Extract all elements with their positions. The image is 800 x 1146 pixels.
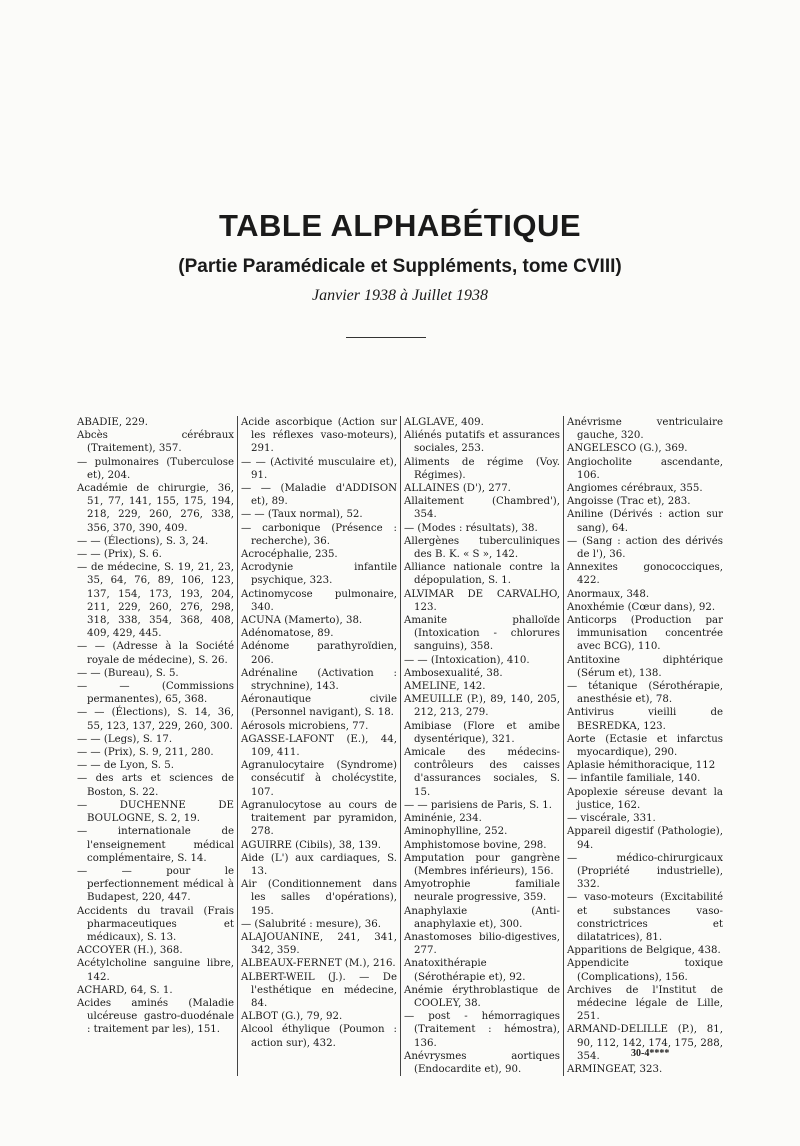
index-entry: Aorte (Ectasie et infarctus myocardique), 290. bbox=[567, 733, 723, 759]
page-subtitle: (Partie Paramédicale et Suppléments, tome CVIII) bbox=[178, 256, 622, 277]
index-entry: — — parisiens de Paris, S. 1. bbox=[404, 799, 553, 811]
index-entry: Abcès cérébraux (Traitement), 357. bbox=[77, 430, 234, 455]
index-entry: Archives de l'Institut de médecine légale de Lille, 251. bbox=[567, 984, 723, 1023]
index-entry: ABADIE, 229. bbox=[77, 417, 148, 428]
index-entry: — médico-chirurgicaux (Propriété industrielle), 332. bbox=[567, 852, 723, 891]
index-entry: Agranulocytose au cours de traitement par pyramidon, 278. bbox=[241, 799, 397, 838]
index-entry: Angiocholite ascendante, 106. bbox=[567, 456, 723, 481]
index-entry: Alliance nationale contre la dépopulation, S. 1. bbox=[404, 562, 560, 587]
index-entry: Ambosexualité, 38. bbox=[404, 667, 503, 679]
index-entry: — — de Lyon, S. 5. bbox=[77, 760, 174, 772]
index-entry: Amibiase (Flore et amibe dysentérique), 321. bbox=[404, 720, 560, 745]
index-entry: — viscérale, 331. bbox=[567, 813, 656, 825]
index-entry: Aminénie, 234. bbox=[404, 813, 482, 825]
index-entry: ACCOYER (H.), 368. bbox=[77, 945, 183, 957]
index-entry: Aniline (Dérivés : action sur sang), 64. bbox=[567, 509, 723, 534]
index-entry: Apparitions de Belgique, 438. bbox=[567, 945, 721, 957]
index-entry: — vaso-moteurs (Excitabilité et substances vaso-constrictrices et dilatatrices), 81. bbox=[567, 892, 723, 943]
index-entry: Angiomes cérébraux, 355. bbox=[567, 483, 703, 495]
index-entry: Annexites gonococciques, 422. bbox=[567, 562, 723, 587]
title-rule bbox=[346, 337, 426, 338]
index-entry: — — (Commissions permanentes), 65, 368. bbox=[77, 681, 234, 706]
index-entry: Apoplexie séreuse devant la justice, 162. bbox=[567, 786, 723, 811]
index-entry: Anévrysmes aortiques (Endocardite et), 90. bbox=[404, 1050, 560, 1075]
index-entry: AGUIRRE (Cibils), 38, 139. bbox=[241, 839, 381, 851]
index-entry: — — (Prix), S. 6. bbox=[77, 549, 162, 561]
index-entry: — — (Legs), S. 17. bbox=[77, 733, 173, 745]
index-entry: — pulmonaires (Tuberculose et), 204. bbox=[77, 456, 234, 481]
index-entry: Amyotrophie familiale neurale progressive, 359. bbox=[404, 879, 560, 904]
index-entry: ALLAINES (D'), 277. bbox=[404, 483, 511, 495]
index-entry: — — (Taux normal), 52. bbox=[241, 509, 363, 521]
index-entry: — DUCHENNE DE BOULOGNE, S. 2, 19. bbox=[77, 799, 234, 825]
index-entry: ALBEAUX-FERNET (M.), 216. bbox=[241, 958, 396, 970]
index-entry: ACUNA (Mamerto), 38. bbox=[241, 615, 363, 627]
folio-mark: 30-4**** bbox=[631, 1048, 670, 1059]
index-entry: Acrocéphalie, 235. bbox=[241, 549, 338, 561]
index-entry: ALGLAVE, 409. bbox=[404, 417, 484, 428]
index-column-2 bbox=[237, 416, 400, 1076]
index-entry: Alcool éthylique (Poumon : action sur), 432. bbox=[241, 1024, 397, 1049]
index-entry: Académie de chirurgie, 36, 51, 77, 141, 155, 175, 194, 218, 229, 260, 276, 338, 356, 370, 390, 409. bbox=[77, 483, 234, 534]
index-entry: ALBERT-WEIL (J.). — De l'esthétique en médecine, 84. bbox=[241, 971, 397, 1009]
index-entry: — — (Adresse à la Société royale de médecine), S. 26. bbox=[77, 641, 234, 666]
index-entry: Aéronautique civile (Personnel navigant), S. 18. bbox=[241, 694, 397, 719]
index-entry: Adrénaline (Activation : strychnine), 143. bbox=[241, 667, 397, 693]
index-entry: — tétanique (Sérothérapie, anesthésie et), 78. bbox=[567, 681, 723, 706]
index-entry: Aliments de régime (Voy. Régimes). bbox=[404, 456, 560, 481]
index-entry: AMELINE, 142. bbox=[404, 681, 486, 693]
index-entry: Amicale des médecins-contrôleurs des caisses d'assurances sociales, S. 15. bbox=[404, 747, 560, 798]
index-entry: Aérosols microbiens, 77. bbox=[241, 720, 369, 732]
index-entry: Anastomoses bilio-digestives, 277. bbox=[404, 931, 560, 957]
index-entry: — — (Élections), S. 3, 24. bbox=[77, 535, 209, 547]
index-entry: Anormaux, 348. bbox=[567, 588, 650, 600]
index-entry: — (Modes : résultats), 38. bbox=[404, 522, 538, 534]
index-entry: Acide ascorbique (Action sur les réflexes vaso-moteurs), 291. bbox=[241, 417, 397, 455]
index-entry: Allergènes tuberculiniques des B. K. « S », 142. bbox=[404, 535, 560, 561]
index-entry: — — (Activité musculaire et), 91. bbox=[241, 456, 397, 481]
index-entry: Actinomycose pulmonaire, 340. bbox=[241, 588, 397, 613]
index-entry: Aliénés putatifs et assurances sociales, 253. bbox=[404, 430, 560, 455]
index-entry: ANGELESCO (G.), 369. bbox=[567, 443, 688, 455]
index-column-1 bbox=[74, 416, 237, 1076]
index-entry: Adénome parathyroïdien, 206. bbox=[241, 641, 397, 666]
index-entry: Aminophylline, 252. bbox=[404, 826, 508, 838]
index-columns bbox=[74, 416, 734, 1076]
index-entry: — — (Prix), S. 9, 211, 280. bbox=[77, 747, 214, 759]
index-entry: Aplasie hémithoracique, 112 bbox=[567, 760, 716, 772]
index-entry: Aide (L') aux cardiaques, S. 13. bbox=[241, 852, 397, 877]
index-entry: AGASSE-LAFONT (E.), 44, 109, 411. bbox=[241, 733, 397, 759]
index-entry: Appareil digestif (Pathologie), 94. bbox=[567, 826, 723, 851]
index-entry: Angoisse (Trac et), 283. bbox=[567, 496, 691, 508]
index-entry: ALVIMAR DE CARVALHO, 123. bbox=[404, 588, 560, 613]
index-entry: Anémie érythroblastique de COOLEY, 38. bbox=[404, 984, 560, 1009]
index-entry: ACHARD, 64, S. 1. bbox=[77, 984, 173, 996]
index-entry: Amphistomose bovine, 298. bbox=[404, 839, 547, 851]
index-entry: Accidents du travail (Frais pharmaceutiques et médicaux), S. 13. bbox=[77, 905, 234, 943]
index-entry: Appendicite toxique (Complications), 156. bbox=[567, 958, 723, 983]
index-entry: — — (Intoxication), 410. bbox=[404, 654, 530, 666]
date-range: Janvier 1938 à Juillet 1938 bbox=[312, 287, 488, 304]
index-entry: — — (Élections), S. 14, 36, 55, 123, 137, 229, 260, 300. bbox=[77, 707, 234, 732]
index-entry: Anoxhémie (Cœur dans), 92. bbox=[567, 601, 716, 613]
index-entry: — — (Bureau), S. 5. bbox=[77, 667, 179, 679]
index-entry: — (Salubrité : mesure), 36. bbox=[241, 918, 381, 930]
index-entry: — infantile familiale, 140. bbox=[567, 773, 701, 785]
index-column-4 bbox=[563, 416, 726, 1076]
index-entry: — de médecine, S. 19, 21, 23, 35, 64, 76, 89, 106, 123, 137, 154, 173, 193, 204, 211, 229, 260, 276, 298, 318, 338, 354, 368, 408, 409, 429, 445. bbox=[77, 562, 234, 640]
index-entry: Anévrisme ventriculaire gauche, 320. bbox=[567, 417, 723, 442]
index-entry: Anticorps (Production par immunisation concentrée avec BCG), 110. bbox=[567, 615, 723, 653]
index-entry: Acrodynie infantile psychique, 323. bbox=[241, 562, 397, 587]
index-entry: ALAJOUANINE, 241, 341, 342, 359. bbox=[241, 931, 397, 957]
index-entry: ARMAND-DELILLE (P.), 81, 90, 112, 142, 174, 175, 288, 354. bbox=[567, 1024, 723, 1062]
index-entry: ALBOT (G.), 79, 92. bbox=[241, 1011, 343, 1023]
index-column-3 bbox=[400, 416, 563, 1076]
index-entry: Anaphylaxie (Anti-anaphylaxie et), 300. bbox=[404, 905, 560, 930]
index-entry: ARMINGEAT, 323. bbox=[567, 1063, 663, 1075]
index-entry: — — (Maladie d'ADDISON et), 89. bbox=[241, 483, 397, 508]
index-entry: — — pour le perfectionnement médical à Budapest, 220, 447. bbox=[77, 865, 234, 904]
index-entry: — carbonique (Présence : recherche), 36. bbox=[241, 522, 397, 547]
index-entry: Antitoxine diphtérique (Sérum et), 138. bbox=[567, 654, 723, 679]
index-entry: — des arts et sciences de Boston, S. 22. bbox=[77, 773, 234, 798]
index-entry: Agranulocytaire (Syndrome) consécutif à cholécystite, 107. bbox=[241, 760, 397, 798]
index-entry: Anatoxithérapie (Sérothérapie et), 92. bbox=[404, 958, 526, 983]
index-entry: — post - hémorragiques (Traitement : hémostra), 136. bbox=[404, 1011, 560, 1049]
index-entry: AMEUILLE (P.), 89, 140, 205, 212, 213, 279. bbox=[404, 694, 560, 719]
index-entry: Acides aminés (Maladie ulcéreuse gastro-duodénale : traitement par les), 151. bbox=[77, 997, 234, 1036]
index-entry: Acétylcholine sanguine libre, 142. bbox=[77, 958, 234, 983]
index-entry: — (Sang : action des dérivés de l'), 36. bbox=[567, 535, 723, 561]
index-entry: — internationale de l'enseignement médical complémentaire, S. 14. bbox=[77, 826, 234, 864]
index-entry: Amanite phalloïde (Intoxication - chlorures sanguins), 358. bbox=[404, 615, 560, 653]
index-entry: Allaitement (Chambred'), 354. bbox=[404, 496, 560, 521]
index-entry: Antivirus vieilli de BESREDKA, 123. bbox=[567, 707, 723, 732]
index-entry: Amputation pour gangrène (Membres inférieurs), 156. bbox=[404, 852, 560, 877]
index-entry: Adénomatose, 89. bbox=[241, 628, 334, 640]
page-title: TABLE ALPHABÉTIQUE bbox=[218, 208, 582, 243]
index-entry: Air (Conditionnement dans les salles d'opérations), 195. bbox=[241, 879, 397, 917]
